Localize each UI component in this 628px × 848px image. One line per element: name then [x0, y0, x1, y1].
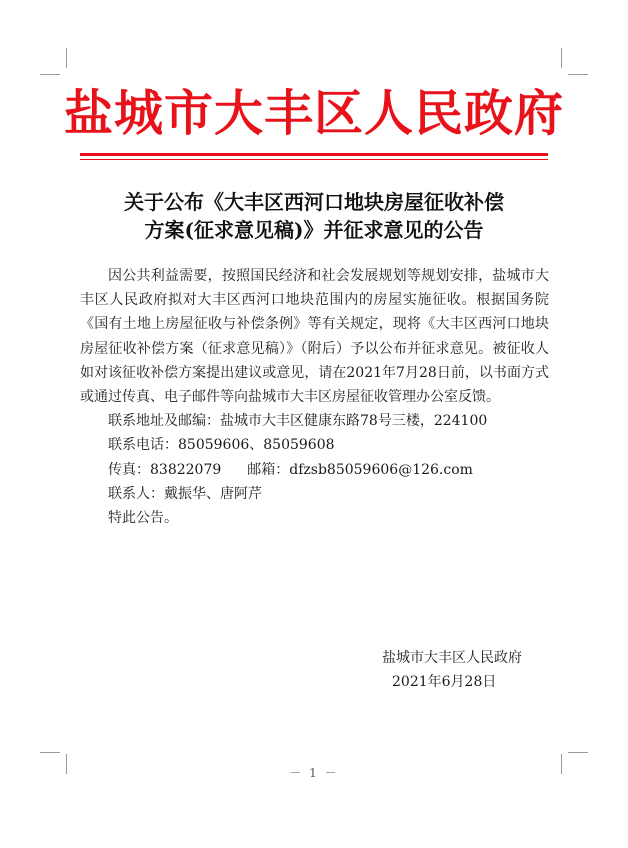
contact-phone-line	[80, 433, 549, 457]
contact-person-label: 联系人：	[108, 485, 164, 502]
contact-fax-label: 传真：	[108, 461, 150, 478]
signature-date: 2021年6月28日	[392, 674, 497, 690]
notice-title-line1: 关于公布《大丰区西河口地块房屋征收补偿	[124, 190, 504, 214]
page-number: － 1 －	[289, 766, 339, 780]
contact-fax-email-line	[80, 458, 549, 482]
contact-person-line	[80, 482, 549, 506]
header-rule-thick	[80, 153, 548, 156]
signature-block	[382, 646, 522, 694]
header-rule-thin	[80, 159, 548, 160]
contact-email-label: 邮箱：	[247, 461, 290, 478]
notice-paragraph: 因公共利益需要，按照国民经济和社会发展规划等规划安排，盐城市大丰区人民政府拟对大丰区西河口地块范围内的房屋实施征收。根据国务院《国有土地上房屋征收与补偿条例》等有关规定，现将《大丰区西河口地块房屋征收补偿方案（征求意见稿）》（附后）予以公布并征求意见。被征收人如对该征收补偿方案提出建议或意见，请在2021年7月28日前，以书面方式或通过传真、电子邮件等向盐城市大丰区房屋征收管理办公室反馈。	[80, 268, 549, 406]
document-header-title: 盐城市大丰区人民政府	[63, 85, 564, 142]
notice-title-line2: 方案(征求意见稿)》并征求意见的公告	[144, 218, 484, 242]
contact-phone-label: 联系电话：	[108, 437, 178, 454]
contact-phone-value: 85059606、85059608	[178, 437, 335, 454]
contact-address: 联系地址及邮编：盐城市大丰区健康东路78号三楼，224100	[108, 413, 488, 430]
signature-org: 盐城市大丰区人民政府	[382, 650, 522, 666]
contact-fax-value: 83822079	[150, 461, 222, 478]
contact-person-value: 戴振华、唐阿芹	[164, 485, 262, 502]
closing-text: 特此公告。	[108, 510, 178, 527]
contact-email-value: dfzsb85059606@126.com	[289, 461, 473, 478]
notice-body	[80, 264, 549, 530]
notice-title	[60, 188, 568, 244]
